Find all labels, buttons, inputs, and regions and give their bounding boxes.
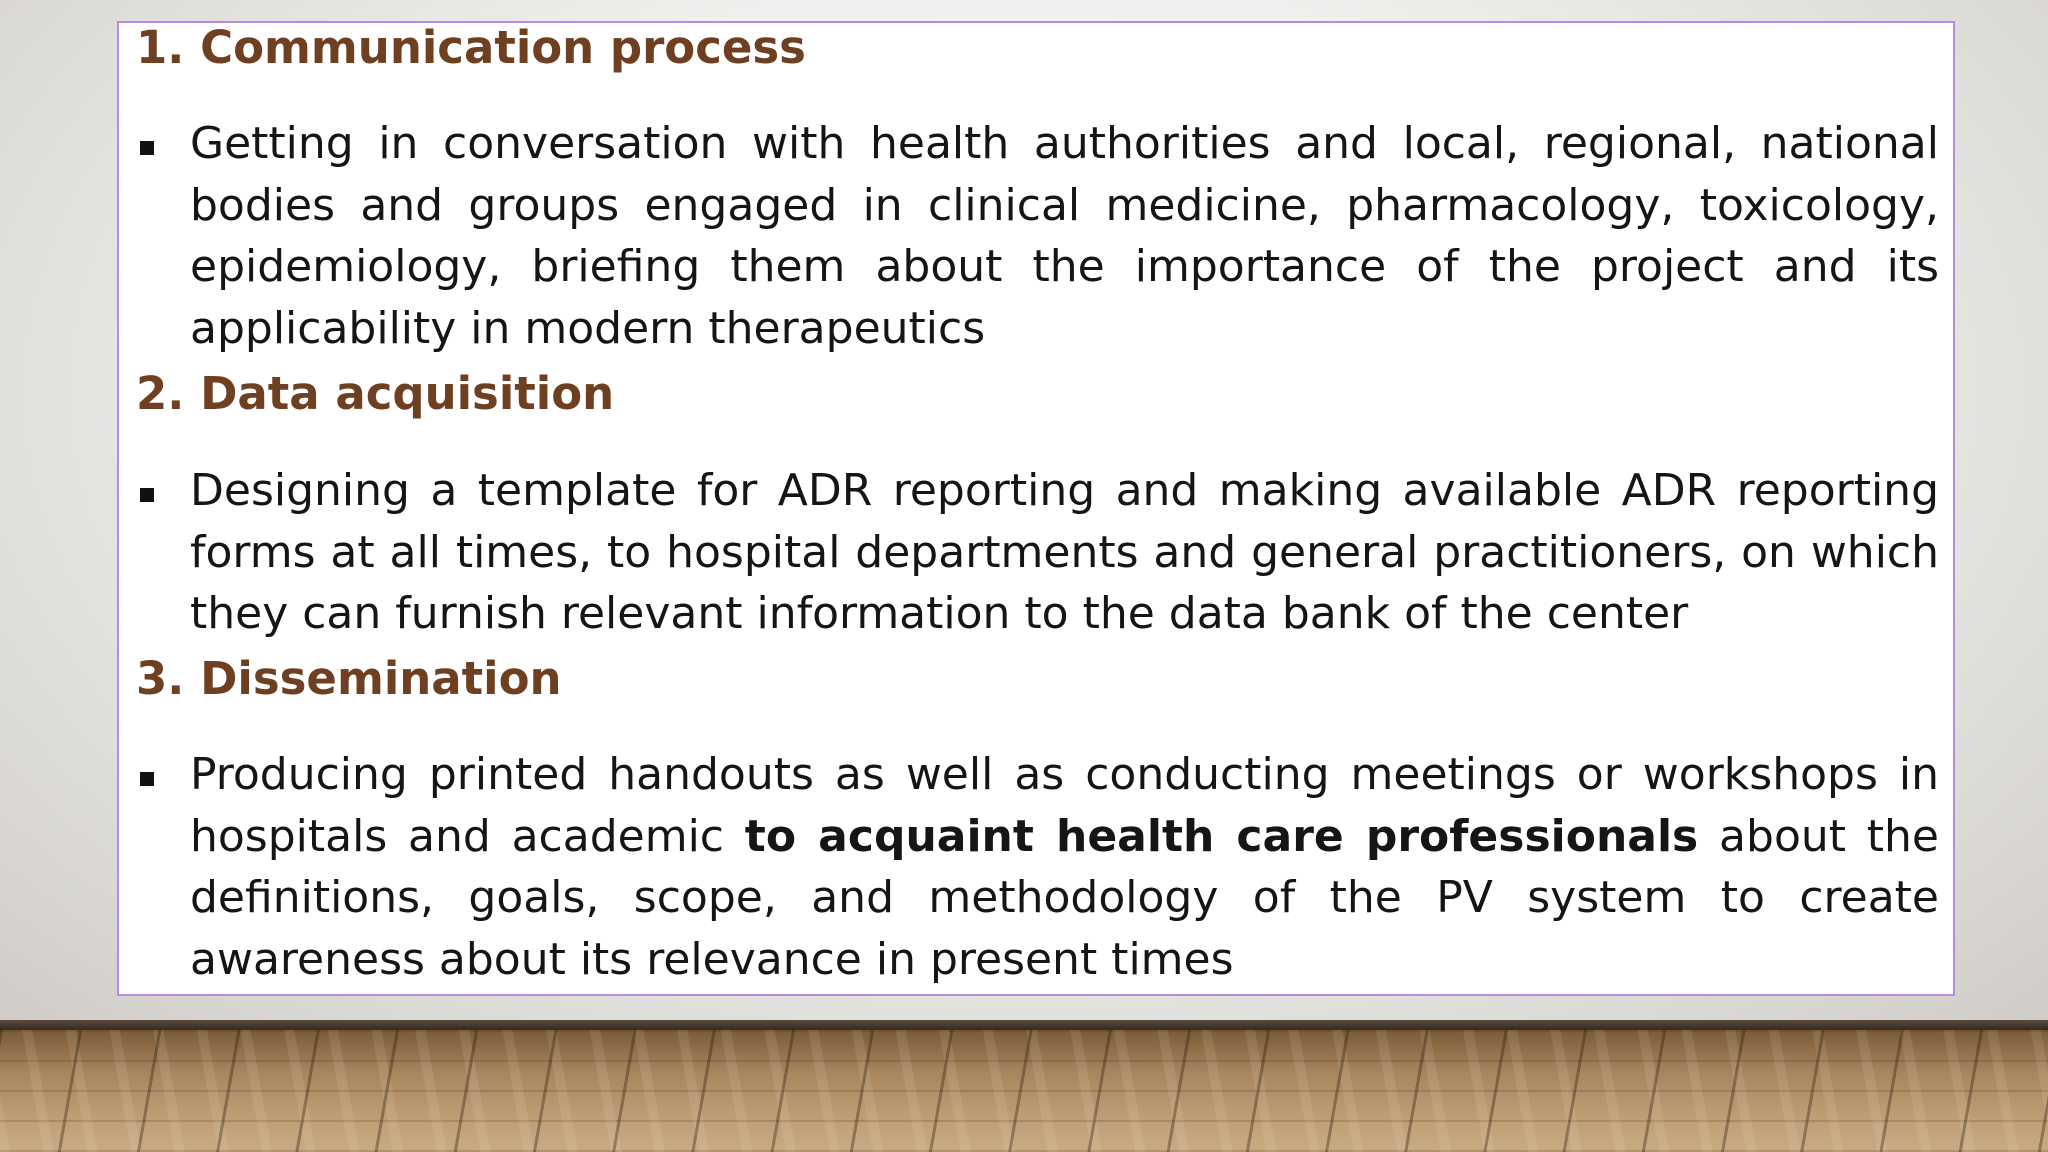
square-bullet-icon	[140, 141, 154, 155]
bullet-text	[190, 744, 1939, 990]
square-bullet-icon	[140, 488, 154, 502]
bullet-text-emphasis: to acquaint health care professionals	[744, 810, 1699, 862]
bullet-text-end: about the definitions, goals, scope, and methodology of the PV system to create awareness about its relevance in present times	[190, 810, 1939, 985]
bullet-text-start: Producing printed handouts as well as conducting meetings or workshops in hospitals and academic	[190, 749, 1939, 862]
bullet-text: Designing a template for ADR reporting and making available ADR reporting forms at all times, to hospital departments and general practitioners, on which they can furnish relevant information to the data bank of the center	[190, 465, 1939, 639]
content-box	[117, 21, 1955, 996]
bullet-text: Getting in conversation with health authorities and local, regional, national bodies and groups engaged in clinical medicine, pharmacology, toxicology, epidemiology, briefing them about the importance of the project and its applicability in modern therapeutics	[190, 118, 1939, 354]
section-heading-communication: 1. Communication process	[136, 21, 806, 74]
square-bullet-icon	[140, 772, 154, 786]
section-heading-dissemination: 3. Dissemination	[136, 652, 562, 705]
wooden-floor	[0, 1030, 2048, 1152]
section-heading-data-acquisition: 2. Data acquisition	[136, 367, 615, 420]
